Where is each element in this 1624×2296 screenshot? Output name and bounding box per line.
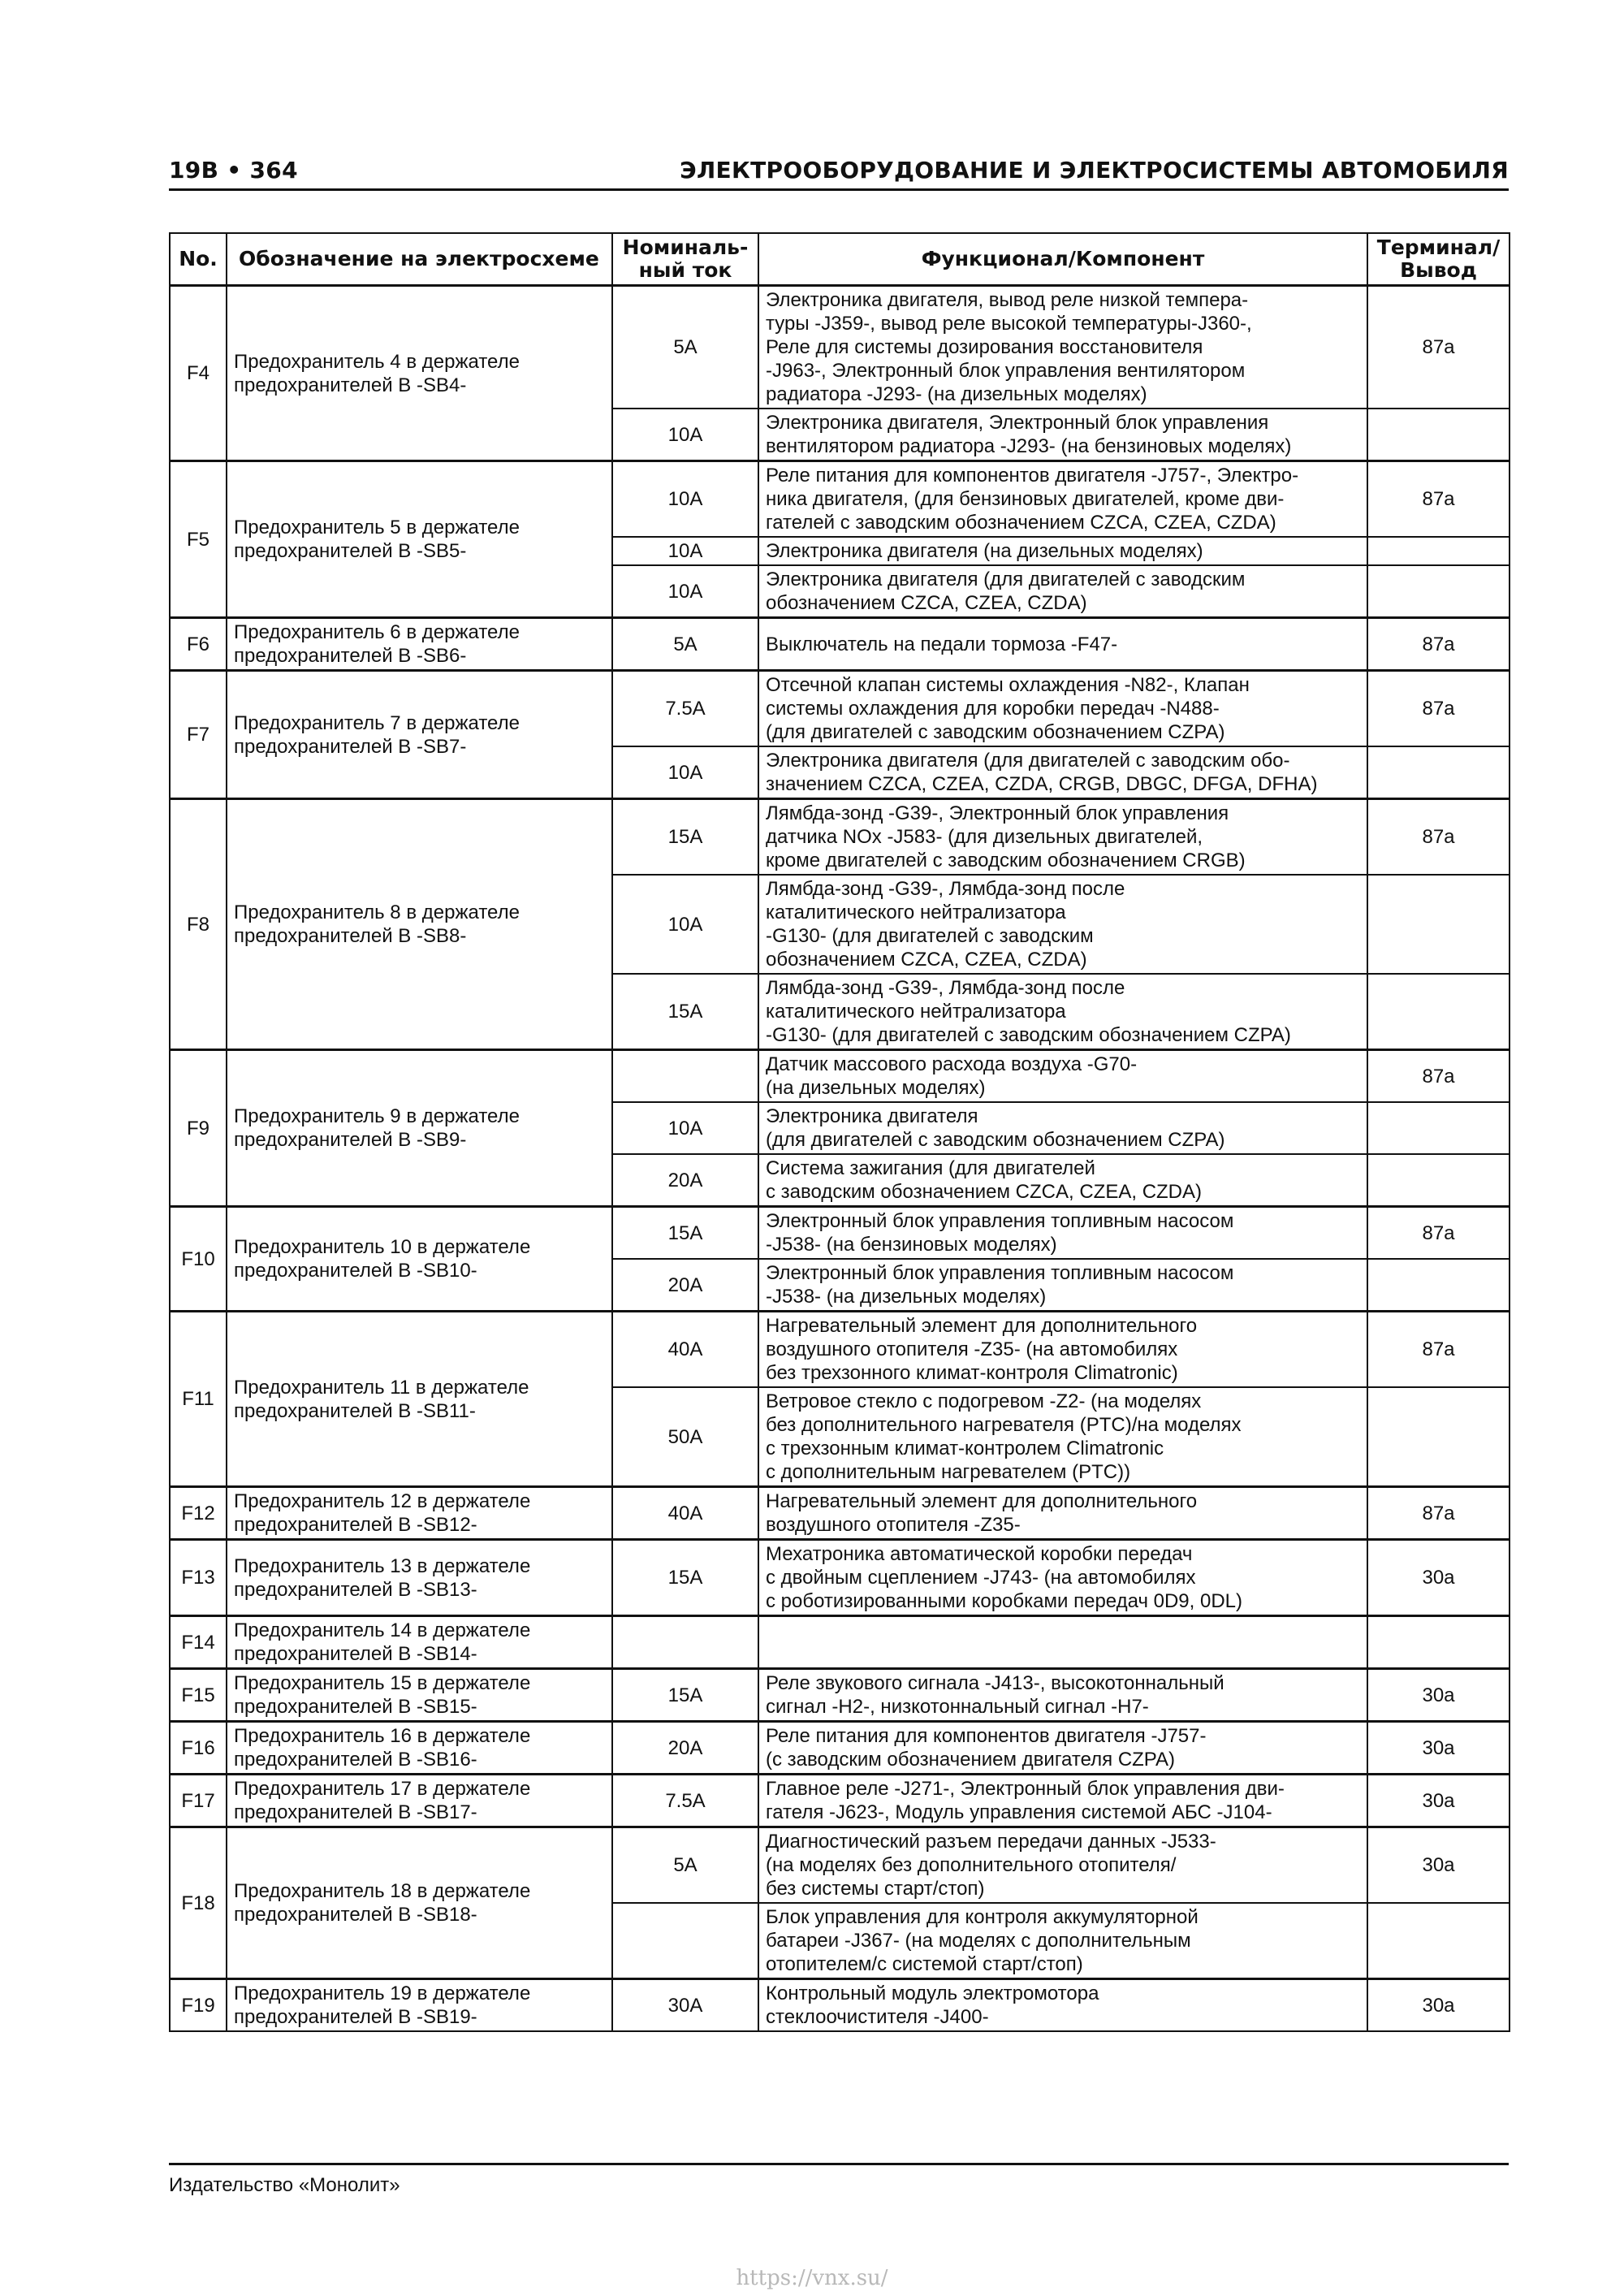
- fuse-terminal: 87a: [1367, 618, 1510, 671]
- fuse-rated-current: 10A: [612, 565, 758, 618]
- fuse-terminal: 30a: [1367, 1540, 1510, 1616]
- fuse-rated-current: 10A: [612, 1102, 758, 1154]
- fuse-function: Датчик массового расхода воздуха -G70- (на дизельных моделях): [758, 1050, 1367, 1103]
- table-row: [170, 1775, 1510, 1827]
- fuse-rated-current: 30A: [612, 1979, 758, 2032]
- fuse-number: F19: [170, 1979, 227, 2032]
- header-designation: Обозначение на электросхеме: [227, 233, 612, 286]
- header-current: Номиналь- ный ток: [612, 233, 758, 286]
- fuse-terminal: 30a: [1367, 1979, 1510, 2032]
- fuse-function: Электронный блок управления топливным насосом -J538- (на бензиновых моделях): [758, 1207, 1367, 1260]
- fuse-number: F9: [170, 1050, 227, 1207]
- fuse-function: Реле питания для компонентов двигателя -J757-, Электро- ника двигателя, (для бензиновых двигателей, кроме дви- гателей с заводским обозначением CZCA, CZEA, CZDA): [758, 461, 1367, 538]
- table-row: [170, 671, 1510, 747]
- section-title: ЭЛЕКТРООБОРУДОВАНИЕ И ЭЛЕКТРОСИСТЕМЫ АВТОМОБИЛЯ: [680, 157, 1509, 184]
- fuse-designation: Предохранитель 19 в держателе предохранителей B -SB19-: [227, 1979, 612, 2032]
- fuse-table-body: [170, 286, 1510, 2032]
- fuse-designation: Предохранитель 8 в держателе предохранителей B -SB8-: [227, 799, 612, 1050]
- fuse-rated-current: 50A: [612, 1387, 758, 1487]
- fuse-rated-current: [612, 1903, 758, 1979]
- fuse-designation: Предохранитель 14 в держателе предохранителей B -SB14-: [227, 1616, 612, 1669]
- fuse-terminal: [1367, 537, 1510, 565]
- page-header: [169, 146, 1509, 191]
- table-row: [170, 1616, 1510, 1669]
- fuse-terminal: 30a: [1367, 1722, 1510, 1775]
- fuse-terminal: [1367, 1387, 1510, 1487]
- fuse-number: F8: [170, 799, 227, 1050]
- fuse-rated-current: 40A: [612, 1312, 758, 1388]
- header-terminal: Терминал/ Вывод: [1367, 233, 1510, 286]
- fuse-function: [758, 1616, 1367, 1669]
- fuse-rated-current: 20A: [612, 1722, 758, 1775]
- header-no: No.: [170, 233, 227, 286]
- fuse-terminal: 30a: [1367, 1775, 1510, 1827]
- fuse-designation: Предохранитель 6 в держателе предохранителей B -SB6-: [227, 618, 612, 671]
- fuse-function: Диагностический разъем передачи данных -J533- (на моделях без дополнительного отопителя/ без системы старт/стоп): [758, 1827, 1367, 1904]
- table-row: [170, 618, 1510, 671]
- fuse-designation: Предохранитель 15 в держателе предохранителей B -SB15-: [227, 1669, 612, 1722]
- table-row: [170, 1827, 1510, 1904]
- fuse-terminal: 87a: [1367, 286, 1510, 409]
- fuse-designation: Предохранитель 17 в держателе предохранителей B -SB17-: [227, 1775, 612, 1827]
- fuse-rated-current: 7.5A: [612, 671, 758, 747]
- fuse-function: Контрольный модуль электромотора стеклоочистителя -J400-: [758, 1979, 1367, 2032]
- fuse-rated-current: 15A: [612, 1540, 758, 1616]
- fuse-terminal: [1367, 1903, 1510, 1979]
- fuse-number: F14: [170, 1616, 227, 1669]
- fuse-terminal: [1367, 409, 1510, 461]
- fuse-function: Лямбда-зонд -G39-, Электронный блок управления датчика NOx -J583- (для дизельных двигателей, кроме двигателей с заводским обозначением CRGB): [758, 799, 1367, 876]
- fuse-terminal: 87a: [1367, 671, 1510, 747]
- fuse-function: Электроника двигателя (для двигателей с заводским обо- значением CZCA, CZEA, CZDA, CRGB, DBGC, DFGA, DFHA): [758, 746, 1367, 799]
- fuse-rated-current: 10A: [612, 409, 758, 461]
- fuse-terminal: [1367, 1259, 1510, 1312]
- fuse-rated-current: 15A: [612, 1207, 758, 1260]
- fuse-terminal: 30a: [1367, 1827, 1510, 1904]
- fuse-rated-current: 15A: [612, 1669, 758, 1722]
- fuse-rated-current: 15A: [612, 799, 758, 876]
- page-number: 19B • 364: [169, 157, 298, 184]
- fuse-rated-current: [612, 1616, 758, 1669]
- fuse-rated-current: 10A: [612, 461, 758, 538]
- fuse-terminal: 87a: [1367, 799, 1510, 876]
- fuse-function: Электроника двигателя (на дизельных моделях): [758, 537, 1367, 565]
- fuse-rated-current: 20A: [612, 1154, 758, 1207]
- watermark-url: https://vnx.su/: [736, 2266, 888, 2290]
- fuse-designation: Предохранитель 10 в держателе предохранителей B -SB10-: [227, 1207, 612, 1312]
- table-row: [170, 1487, 1510, 1540]
- fuse-designation: Предохранитель 9 в держателе предохранителей B -SB9-: [227, 1050, 612, 1207]
- fuse-number: F4: [170, 286, 227, 461]
- fuse-terminal: [1367, 974, 1510, 1050]
- fuse-designation: Предохранитель 16 в держателе предохранителей B -SB16-: [227, 1722, 612, 1775]
- fuse-rated-current: 15A: [612, 974, 758, 1050]
- table-row: [170, 1979, 1510, 2032]
- fuse-function: Система зажигания (для двигателей с заводским обозначением CZCA, CZEA, CZDA): [758, 1154, 1367, 1207]
- table-row: [170, 799, 1510, 876]
- table-header-row: [170, 233, 1510, 286]
- fuse-rated-current: 5A: [612, 618, 758, 671]
- fuse-number: F10: [170, 1207, 227, 1312]
- fuse-number: F13: [170, 1540, 227, 1616]
- table-row: [170, 1312, 1510, 1388]
- fuse-designation: Предохранитель 4 в держателе предохранителей B -SB4-: [227, 286, 612, 461]
- fuse-rated-current: 10A: [612, 746, 758, 799]
- table-row: [170, 461, 1510, 538]
- fuse-function: Отсечной клапан системы охлаждения -N82-, Клапан системы охлаждения для коробки передач -N488- (для двигателей с заводским обозначением CZPA): [758, 671, 1367, 747]
- fuse-rated-current: 20A: [612, 1259, 758, 1312]
- fuse-terminal: [1367, 565, 1510, 618]
- footer-divider: [169, 2163, 1509, 2165]
- fuse-rated-current: 10A: [612, 875, 758, 974]
- fuse-rated-current: 5A: [612, 286, 758, 409]
- fuse-function: Электронный блок управления топливным насосом -J538- (на дизельных моделях): [758, 1259, 1367, 1312]
- fuse-designation: Предохранитель 5 в держателе предохранителей B -SB5-: [227, 461, 612, 618]
- fuse-function: Реле звукового сигнала -J413-, высокотоннальный сигнал -H2-, низкотоннальный сигнал -H7-: [758, 1669, 1367, 1722]
- fuse-rated-current: 7.5A: [612, 1775, 758, 1827]
- header-function: Функционал/Компонент: [758, 233, 1367, 286]
- fuse-function: Нагревательный элемент для дополнительного воздушного отопителя -Z35- (на автомобилях без трехзонного климат-контроля Climatronic): [758, 1312, 1367, 1388]
- fuse-terminal: [1367, 1154, 1510, 1207]
- table-row: [170, 1722, 1510, 1775]
- fuse-terminal: 87a: [1367, 1050, 1510, 1103]
- fuse-function: Электроника двигателя, Электронный блок управления вентилятором радиатора -J293- (на бензиновых моделях): [758, 409, 1367, 461]
- fuse-rated-current: 40A: [612, 1487, 758, 1540]
- fuse-designation: Предохранитель 7 в держателе предохранителей B -SB7-: [227, 671, 612, 799]
- fuse-function: Главное реле -J271-, Электронный блок управления дви- гателя -J623-, Модуль управления системой АБС -J104-: [758, 1775, 1367, 1827]
- table-row: [170, 1050, 1510, 1103]
- publisher: Издательство «Монолит»: [169, 2174, 400, 2196]
- fuse-terminal: [1367, 746, 1510, 799]
- fuse-terminal: [1367, 1616, 1510, 1669]
- fuse-function: Электроника двигателя (для двигателей с заводским обозначением CZPA): [758, 1102, 1367, 1154]
- fuse-number: F7: [170, 671, 227, 799]
- fuse-number: F12: [170, 1487, 227, 1540]
- fuse-designation: Предохранитель 13 в держателе предохранителей B -SB13-: [227, 1540, 612, 1616]
- table-row: [170, 1540, 1510, 1616]
- fuse-rated-current: 10A: [612, 537, 758, 565]
- fuse-rated-current: 5A: [612, 1827, 758, 1904]
- fuse-designation: Предохранитель 11 в держателе предохранителей B -SB11-: [227, 1312, 612, 1487]
- fuse-function: Мехатроника автоматической коробки передач с двойным сцеплением -J743- (на автомобилях с роботизированными коробками передач 0D9, 0DL): [758, 1540, 1367, 1616]
- fuse-function: Нагревательный элемент для дополнительного воздушного отопителя -Z35-: [758, 1487, 1367, 1540]
- fuse-number: F16: [170, 1722, 227, 1775]
- fuse-function: Реле питания для компонентов двигателя -J757- (с заводским обозначением двигателя CZPA): [758, 1722, 1367, 1775]
- fuse-function: Лямбда-зонд -G39-, Лямбда-зонд после каталитического нейтрализатора -G130- (для двигателей с заводским обозначением CZCA, CZEA, CZDA): [758, 875, 1367, 974]
- fuse-designation: Предохранитель 12 в держателе предохранителей B -SB12-: [227, 1487, 612, 1540]
- fuse-terminal: 87a: [1367, 1487, 1510, 1540]
- fuse-terminal: [1367, 875, 1510, 974]
- fuse-number: F17: [170, 1775, 227, 1827]
- fuse-number: F15: [170, 1669, 227, 1722]
- fuse-table: [169, 232, 1510, 2032]
- fuse-terminal: [1367, 1102, 1510, 1154]
- fuse-number: F11: [170, 1312, 227, 1487]
- fuse-number: F5: [170, 461, 227, 618]
- fuse-number: F18: [170, 1827, 227, 1979]
- fuse-function: Ветровое стекло с подогревом -Z2- (на моделях без дополнительного нагревателя (PTC)/на моделях с трехзонным климат-контролем Climatronic с дополнительным нагревателем (PTC)): [758, 1387, 1367, 1487]
- fuse-function: Электроника двигателя (для двигателей с заводским обозначением CZCA, CZEA, CZDA): [758, 565, 1367, 618]
- fuse-function: Электроника двигателя, вывод реле низкой темпера- туры -J359-, вывод реле высокой температуры-J360-, Реле для системы дозирования восстановителя -J963-, Электронный блок управления вентилятором радиатора -J293- (на дизельных моделях): [758, 286, 1367, 409]
- fuse-function: Блок управления для контроля аккумуляторной батареи -J367- (на моделях с дополнительным отопителем/с системой старт/стоп): [758, 1903, 1367, 1979]
- fuse-terminal: 87a: [1367, 461, 1510, 538]
- fuse-terminal: 30a: [1367, 1669, 1510, 1722]
- fuse-rated-current: [612, 1050, 758, 1103]
- fuse-terminal: 87a: [1367, 1207, 1510, 1260]
- fuse-number: F6: [170, 618, 227, 671]
- fuse-terminal: 87a: [1367, 1312, 1510, 1388]
- fuse-designation: Предохранитель 18 в держателе предохранителей B -SB18-: [227, 1827, 612, 1979]
- table-row: [170, 1207, 1510, 1260]
- table-row: [170, 286, 1510, 409]
- fuse-function: Лямбда-зонд -G39-, Лямбда-зонд после каталитического нейтрализатора -G130- (для двигателей с заводским обозначением CZPA): [758, 974, 1367, 1050]
- fuse-function: Выключатель на педали тормоза -F47-: [758, 618, 1367, 671]
- table-row: [170, 1669, 1510, 1722]
